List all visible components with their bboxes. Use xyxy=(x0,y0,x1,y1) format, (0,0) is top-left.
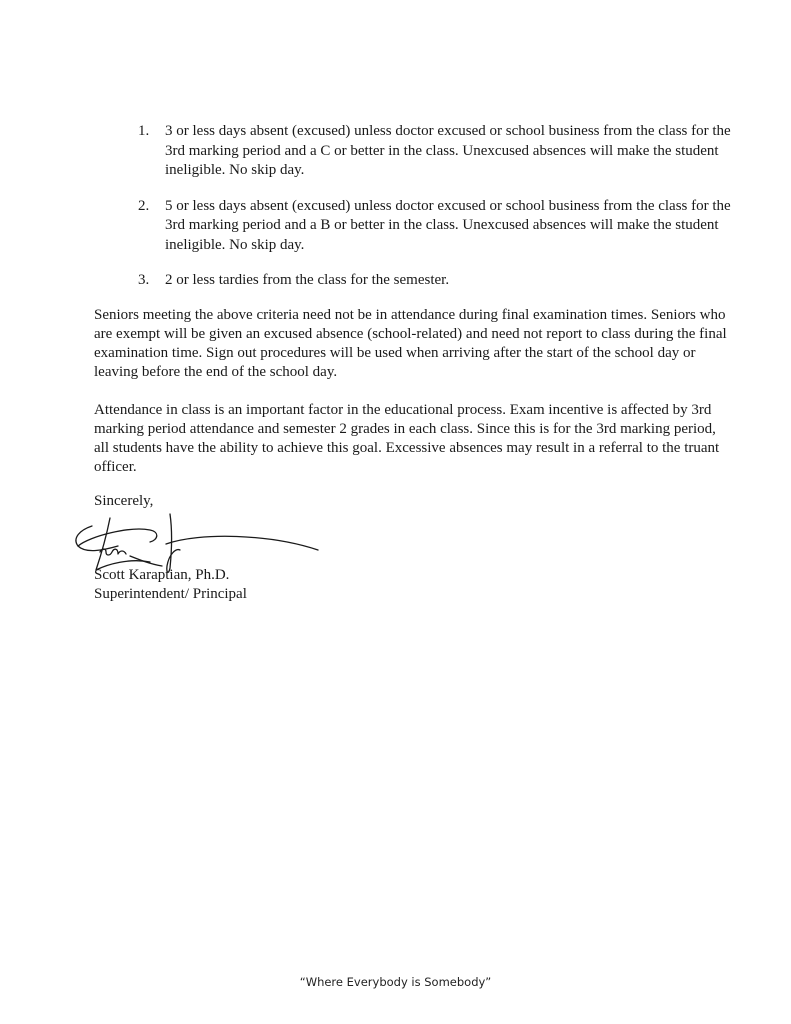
list-item xyxy=(138,197,738,256)
signatory-title: Superintendent/ Principal xyxy=(94,586,247,602)
list-item-text: 3 or less days absent (excused) unless doctor excused or school business from the class for the 3rd marking period and a C or better in the class. Unexcused absences will make the student ineligible. No skip day. xyxy=(165,123,731,178)
list-item-number: 1. xyxy=(138,123,150,139)
seniors-paragraph: Seniors meeting the above criteria need not be in attendance during final examination times. Seniors who are exempt will be given an excused absence (school-related) and need not report to class during the final examination time. Sign out procedures will be used when arriving after the start of the school day or leaving before the end of the school day. xyxy=(94,307,727,380)
attendance-paragraph: Attendance in class is an important factor in the educational process. Exam incentive is affected by 3rd marking period attendance and semester 2 grades in each class. Since this is for the 3rd marking period, all students have the ability to achieve this goal. Excessive absences may result in a referral to the truant officer. xyxy=(94,402,720,475)
list-item-text: 2 or less tardies from the class for the semester. xyxy=(165,272,450,288)
criteria-list xyxy=(138,122,738,307)
footer-motto: “Where Everybody is Somebody” xyxy=(299,975,492,989)
signatory-name: Scott Karaptian, Ph.D. xyxy=(94,567,230,583)
list-item-number: 3. xyxy=(138,272,150,288)
list-item-number: 2. xyxy=(138,197,150,214)
list-item xyxy=(138,271,738,291)
list-item xyxy=(138,122,738,181)
list-item-text: 5 or less days absent (excused) unless doctor excused or school business from the class for the 3rd marking period and a B or better in the class. Unexcused absences will make the student ineligible. No skip day. xyxy=(165,197,731,253)
closing-salutation: Sincerely, xyxy=(94,493,154,509)
